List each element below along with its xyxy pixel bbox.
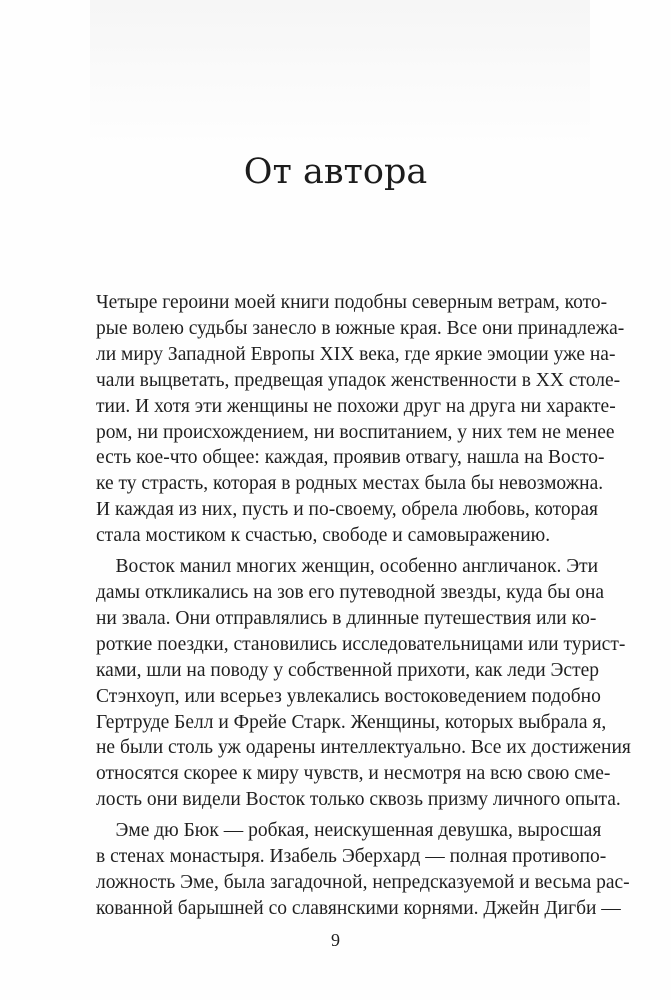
- chapter-title: От автора: [243, 152, 428, 192]
- text-line: есть кое-что общее: каждая, проявив отвагу, нашла на Восто-: [96, 447, 605, 469]
- text-line: стала мостиком к счастью, свободе и самовыражению.: [96, 525, 551, 547]
- text-line: не были столь уж одарены интеллектуально. Все их достижения: [96, 737, 631, 759]
- text-line: Гертруде Белл и Фрейе Старк. Женщины, которых выбрала я,: [96, 711, 607, 733]
- text-line: роткие поездки, становились исследовательницами или турист-: [96, 633, 626, 655]
- text-line: тии. И хотя эти женщины не похожи друг на друга ни характе-: [96, 395, 616, 417]
- text-line: ложность Эме, была загадочной, непредсказуемой и весьма рас-: [96, 871, 630, 893]
- text-line: ром, ни происхождением, ни воспитанием, у них тем не менее: [96, 421, 615, 443]
- text-line: относятся скорее к миру чувств, и несмотря на всю свою сме-: [96, 763, 611, 785]
- paragraph: [96, 290, 625, 549]
- page-shading: [90, 0, 590, 150]
- text-line: рые волею судьбы занесло в южные края. Все они принадлежа-: [96, 317, 625, 339]
- text-line: ками, шли на поводу у собственной прихоти, как леди Эстер: [96, 659, 600, 681]
- text-line: ке ту страсть, которая в родных местах была бы невозможна.: [96, 473, 604, 495]
- text-line: Восток манил многих женщин, особенно англичанок. Эти: [96, 556, 599, 578]
- text-line: чали выцветать, предвещая упадок женственности в XX столе-: [96, 369, 621, 391]
- text-line: Четыре героини моей книги подобны северным ветрам, кото-: [96, 292, 608, 313]
- text-line: Эме дю Бюк — робкая, неискушенная девушка, выросшая: [96, 820, 602, 842]
- text-line: кованной барышней со славянскими корнями. Джейн Дигби —: [96, 897, 621, 919]
- paragraph: [96, 554, 631, 813]
- text-line: ли миру Западной Европы XIX века, где яркие эмоции уже на-: [96, 343, 616, 365]
- text-line: лость они видели Восток только сквозь призму личного опыта.: [96, 789, 621, 811]
- text-line: И каждая из них, пусть и по-своему, обрела любовь, которая: [96, 499, 598, 521]
- page-number: 9: [331, 930, 340, 950]
- text-line: ни звала. Они отправлялись в длинные путешествия или ко-: [96, 607, 597, 629]
- text-line: Стэнхоуп, или всерьез увлекались востоковедением подобно: [96, 685, 601, 707]
- body-text: [96, 290, 631, 922]
- paragraph: [96, 818, 630, 922]
- text-line: в стенах монастыря. Изабель Эберхард — полная противопо-: [96, 846, 607, 868]
- text-line: дамы откликались на зов его путеводной звезды, куда бы она: [96, 581, 605, 603]
